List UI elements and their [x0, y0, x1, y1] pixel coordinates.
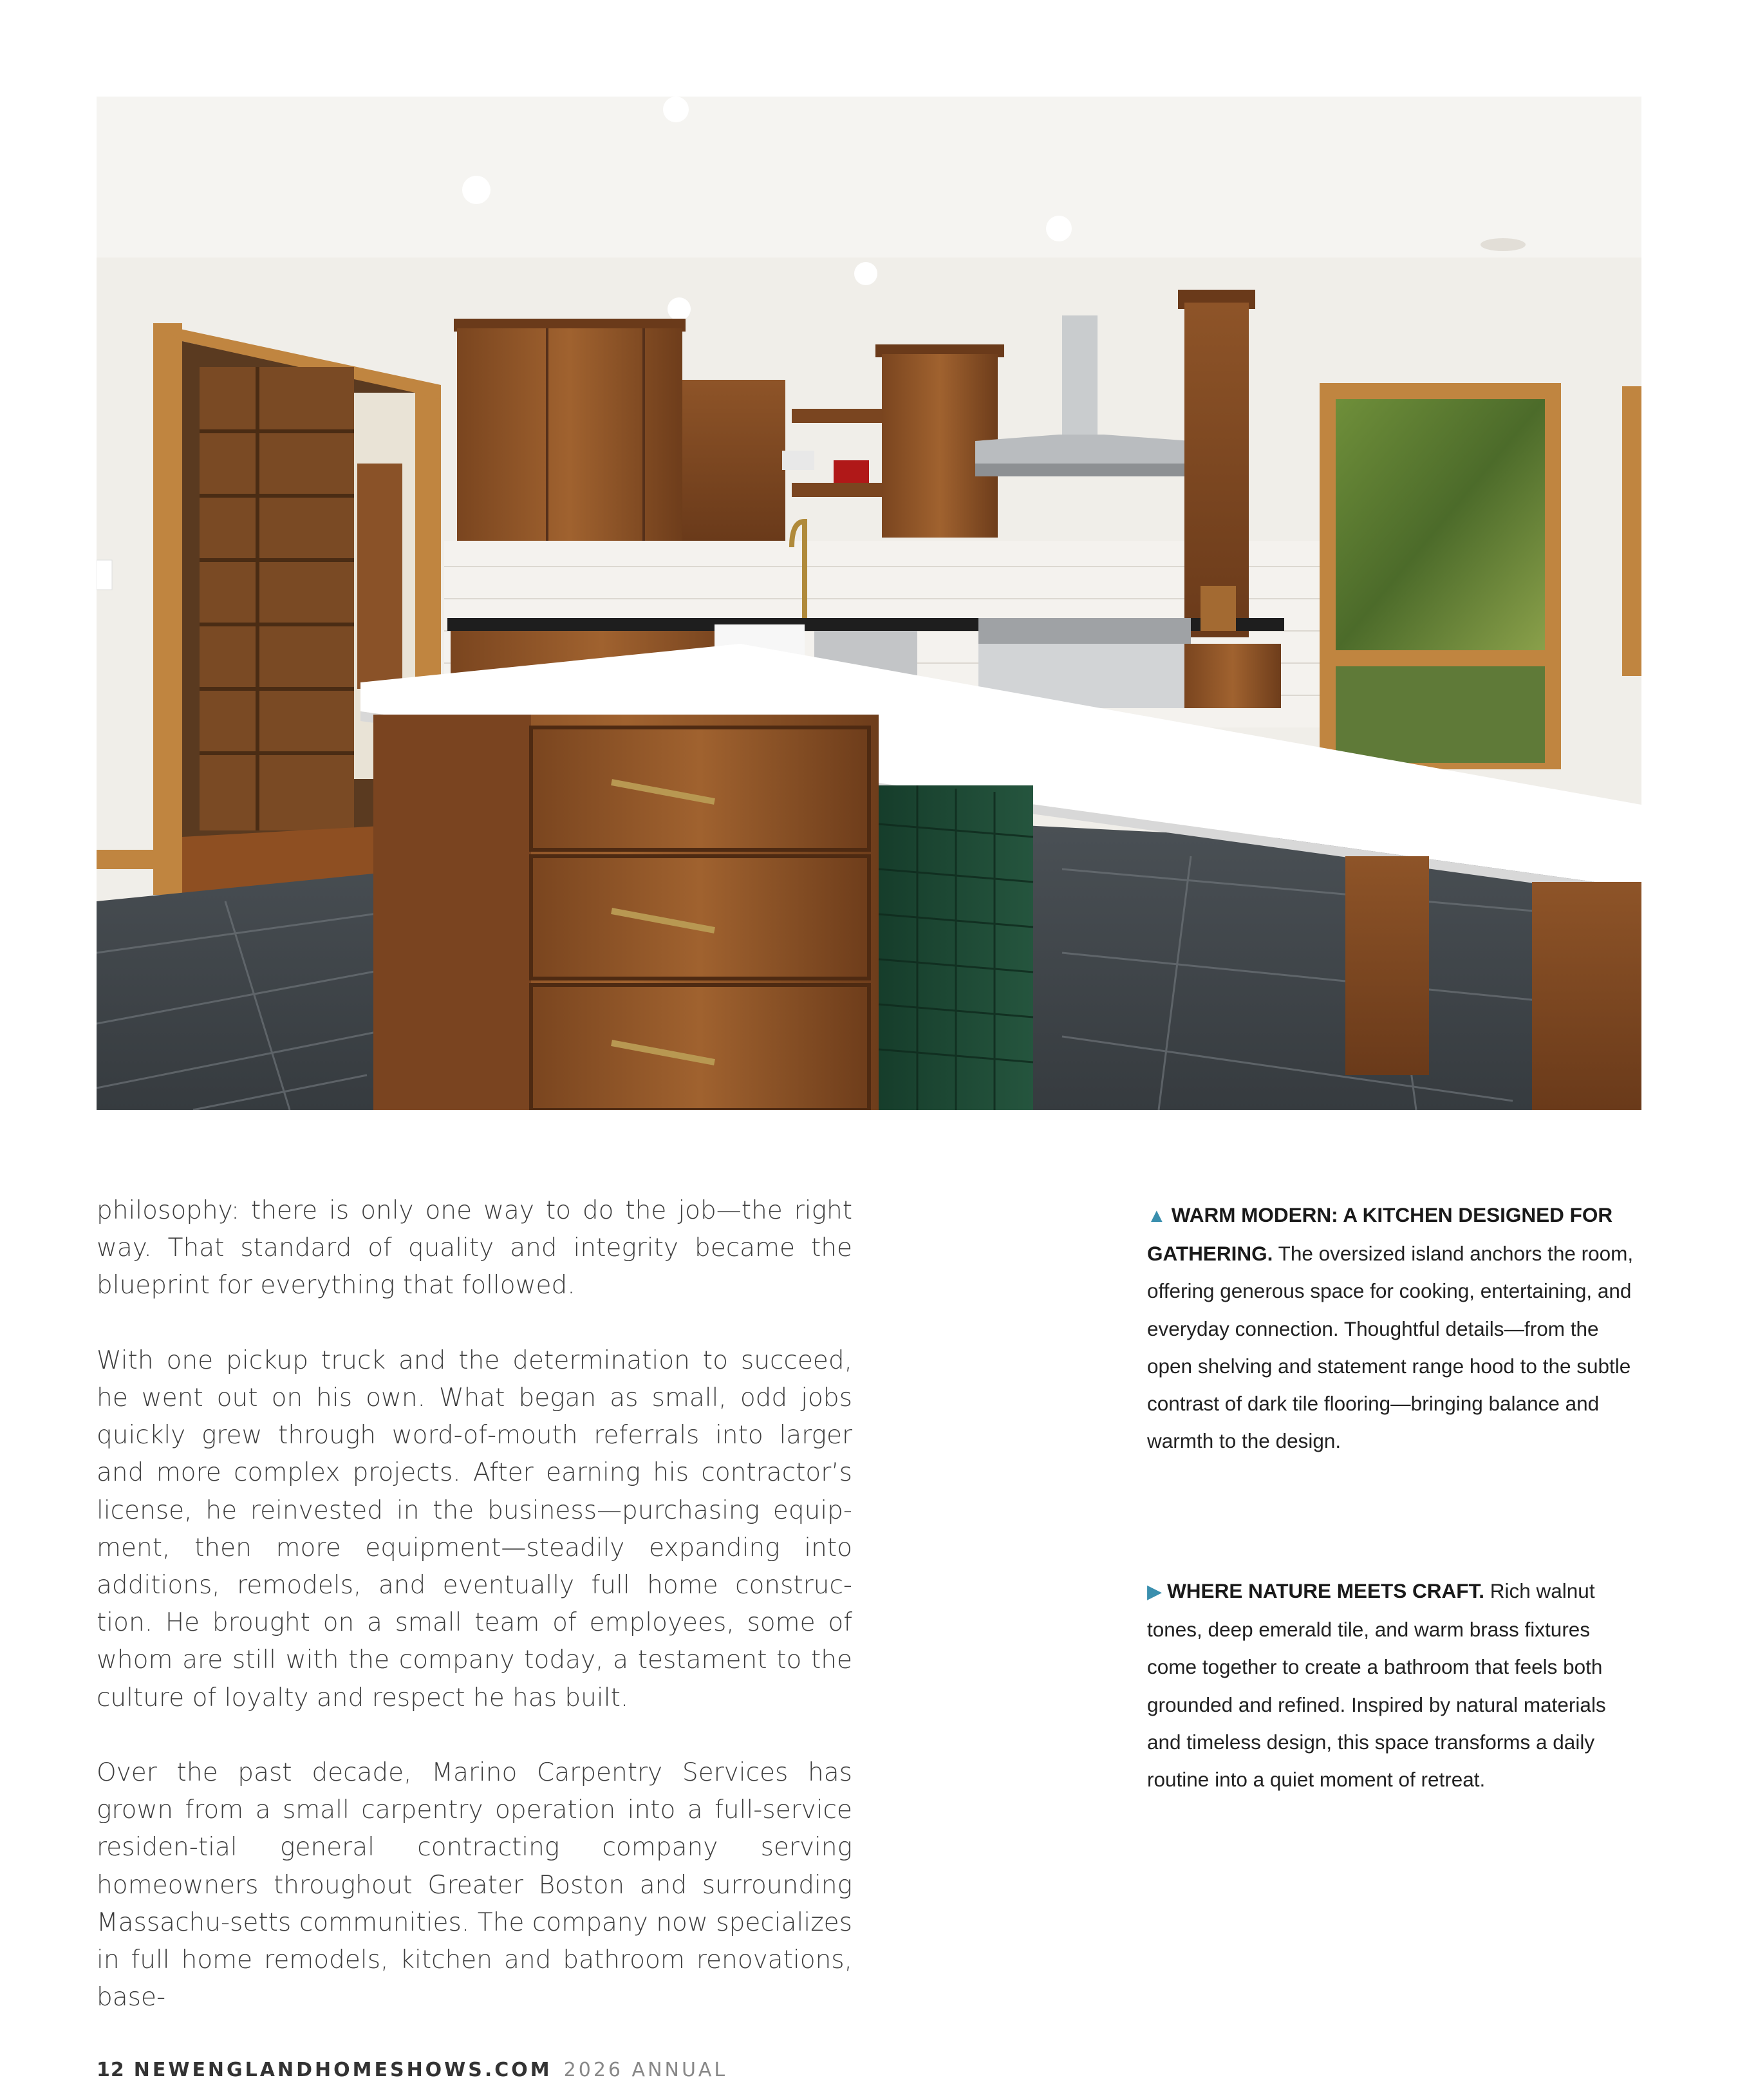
photo-caption-kitchen: [1147, 1196, 1643, 1459]
article-body: [97, 1192, 852, 2016]
page-number: 12: [97, 2059, 125, 2081]
triangle-right-icon: ▶: [1147, 1581, 1163, 1602]
caption-text: Rich walnut tones, deep emerald tile, and warm brass fixtures come together to create a bathroom that feels both grounded and refined. Inspired by natural materials and timeless design, this space transforms a daily routine into a quiet moment of retreat.: [1147, 1579, 1606, 1792]
photo-caption-bathroom: [1147, 1572, 1643, 1798]
caption-heading: WARM MODERN: A KITCHEN DESIGNED FOR GATHERING.: [1147, 1203, 1613, 1266]
kitchen-illustration: [97, 97, 1641, 1110]
triangle-up-icon: ▲: [1147, 1205, 1166, 1226]
footer-issue: 2026 ANNUAL: [563, 2059, 728, 2081]
body-paragraph-1: philosophy: there is only one way to do the job—the right way. That standard of quality and integrity became the blueprint for everything that followed.: [97, 1196, 852, 1300]
caption-heading: WHERE NATURE MEETS CRAFT.: [1167, 1579, 1484, 1602]
page-footer: [97, 2059, 727, 2081]
caption-text: The oversized island anchors the room, offering generous space for cooking, entertaining, and everyday connection. Thoughtful details—from the open shelving and statement range hood to the subtle contrast of dark tile flooring—bringing balance and warmth to the design.: [1147, 1242, 1634, 1453]
body-paragraph-2: With one pickup truck and the determination to succeed, he went out on his own. What began as small, odd jobs quickly grew through word-of-mouth referrals into larger and more complex projects. After earning his contractor’s license, he reinvested in the business—purchasing equip-ment, then more equipment—steadily expanding into additions, remodels, and eventually full home construc-tion. He brought on a small team of employees, some of whom are still with the company today, a testament to the culture of loyalty and respect he has built.: [97, 1345, 852, 1712]
body-paragraph-3: Over the past decade, Marino Carpentry Services has grown from a small carpentry operation into a full-service residen-tial general contracting company serving homeowners throughout Greater Boston and surrounding Massachu-setts communities. The company now specializes in full home remodels, kitchen and bathroom renovations, base-: [97, 1758, 852, 2012]
footer-site-link[interactable]: NEWENGLANDHOMESHOWS.COM: [133, 2059, 552, 2081]
kitchen-photo: [97, 97, 1641, 1110]
